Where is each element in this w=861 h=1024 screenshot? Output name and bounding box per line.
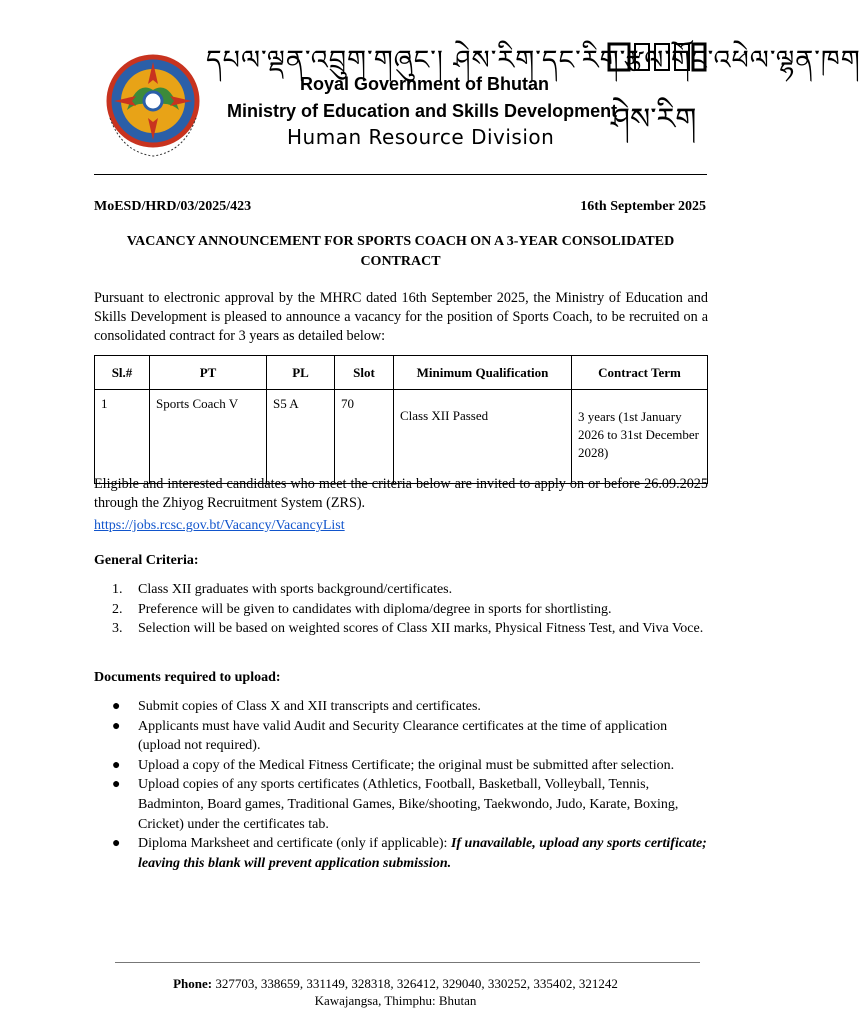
letter-date: 16th September 2025 xyxy=(580,199,706,214)
footer-phone xyxy=(0,976,791,992)
list-item-text: Upload a copy of the Medical Fitness Certificate; the original must be submitted after selection. xyxy=(138,757,675,773)
list-marker: 3. xyxy=(112,621,123,637)
table-row xyxy=(95,390,708,484)
list-item xyxy=(112,834,712,873)
bullet-icon: ● xyxy=(112,757,121,773)
column-header-contract-term: Contract Term xyxy=(572,356,708,390)
list-item-text: Preference will be given to candidates with diploma/degree in sports for shortlisting. xyxy=(138,601,612,617)
ministry-logo-word: ཤེས་རིག xyxy=(611,102,697,137)
column-header-pt: PT xyxy=(150,356,267,390)
phone-numbers: 327703, 338659, 331149, 328318, 326412, 329040, 330252, 335402, 321242 xyxy=(212,976,618,991)
list-item-text: Diploma Marksheet and certificate (only if applicable): xyxy=(138,836,451,852)
list-marker: 1. xyxy=(112,582,123,597)
list-item-text: Submit copies of Class X and XII transcripts and certificates. xyxy=(138,699,481,714)
header-divider xyxy=(94,174,707,175)
announcement-title: VACANCY ANNOUNCEMENT FOR SPORTS COACH ON A 3-YEAR CONSOLIDATED CONTRACT xyxy=(126,234,675,269)
national-emblem xyxy=(92,40,214,162)
column-header-slot: Slot xyxy=(335,356,394,390)
footer-divider xyxy=(115,962,700,963)
column-header-sl: Sl.# xyxy=(95,356,150,390)
list-item-text: Class XII graduates with sports background/certificates. xyxy=(138,582,453,597)
list-item xyxy=(112,619,712,639)
column-header-qualification: Minimum Qualification xyxy=(394,356,572,390)
documents-list xyxy=(112,697,712,873)
cell-qualification: Class XII Passed xyxy=(394,390,572,484)
column-header-pl: PL xyxy=(267,356,335,390)
list-item-text: Applicants must have valid Audit and Security Clearance certificates at the time of application (upload not required). xyxy=(138,718,668,754)
list-item xyxy=(112,697,712,717)
ministry-name: Ministry of Education and Skills Development xyxy=(227,101,618,121)
general-criteria-heading: General Criteria: xyxy=(94,553,199,568)
division-name: Human Resource Division xyxy=(287,125,555,149)
dzongkha-title: དཔལ་ལྡན་འབྲུག་གཞུང་། ཤེས་རིག་དང་རིག་རྩལ་གོང་འཕེལ་ལྷན་ཁག xyxy=(206,45,861,76)
intro-paragraph: Pursuant to electronic approval by the MHRC dated 16th September 2025, the Ministry of Education and Skills Development is pleased to announce a vacancy for the position of Sports Coach, to be recruited on a consolidated contract for 3 years as detailed below: xyxy=(94,290,708,344)
government-name: Royal Government of Bhutan xyxy=(300,74,550,94)
bullet-icon: ● xyxy=(112,699,121,714)
list-item xyxy=(112,775,712,834)
table-header-row xyxy=(95,356,708,390)
vacancy-table xyxy=(94,355,708,484)
cell-pl: S5 A xyxy=(267,390,335,484)
warning-text: If unavailable, upload any sports certificate; leaving this blank will prevent application submission. xyxy=(138,836,707,871)
bullet-icon: ● xyxy=(112,718,121,734)
documents-heading: Documents required to upload: xyxy=(94,670,281,685)
list-item xyxy=(112,717,712,756)
footer-address: Kawajangsa, Thimphu: Bhutan xyxy=(314,993,477,1008)
eligibility-paragraph: Eligible and interested candidates who meet the criteria below are invited to apply on or before 26.09.2025 through the Zhiyog Recruitment System (ZRS). xyxy=(94,476,708,511)
cell-slot: 70 xyxy=(335,390,394,484)
list-item xyxy=(112,756,712,776)
list-item-text: Upload copies of any sports certificates (Athletics, Football, Basketball, Volleyball, Tennis, Badminton, Board games, Traditional Games, Bike/shooting, Taekwondo, Judo, Karate, Boxing, Cricket) under the certificates tab. xyxy=(138,777,679,832)
bullet-icon: ● xyxy=(112,836,121,852)
reference-number: MoESD/HRD/03/2025/423 xyxy=(94,199,252,214)
cell-pt: Sports Coach V xyxy=(150,390,267,484)
list-item xyxy=(112,580,712,600)
bullet-icon: ● xyxy=(112,777,121,793)
list-item-text: Selection will be based on weighted scores of Class XII marks, Physical Fitness Test, and Viva Voce. xyxy=(138,621,704,637)
list-marker: 2. xyxy=(112,601,123,617)
general-criteria-list xyxy=(112,580,712,639)
list-item xyxy=(112,600,712,620)
cell-contract-term: 3 years (1st January 2026 to 31st December 2028) xyxy=(572,390,708,484)
vacancy-list-link[interactable]: https://jobs.rcsc.gov.bt/Vacancy/VacancyList xyxy=(94,518,345,533)
cell-sl: 1 xyxy=(95,390,150,484)
phone-label: Phone: xyxy=(173,976,213,991)
